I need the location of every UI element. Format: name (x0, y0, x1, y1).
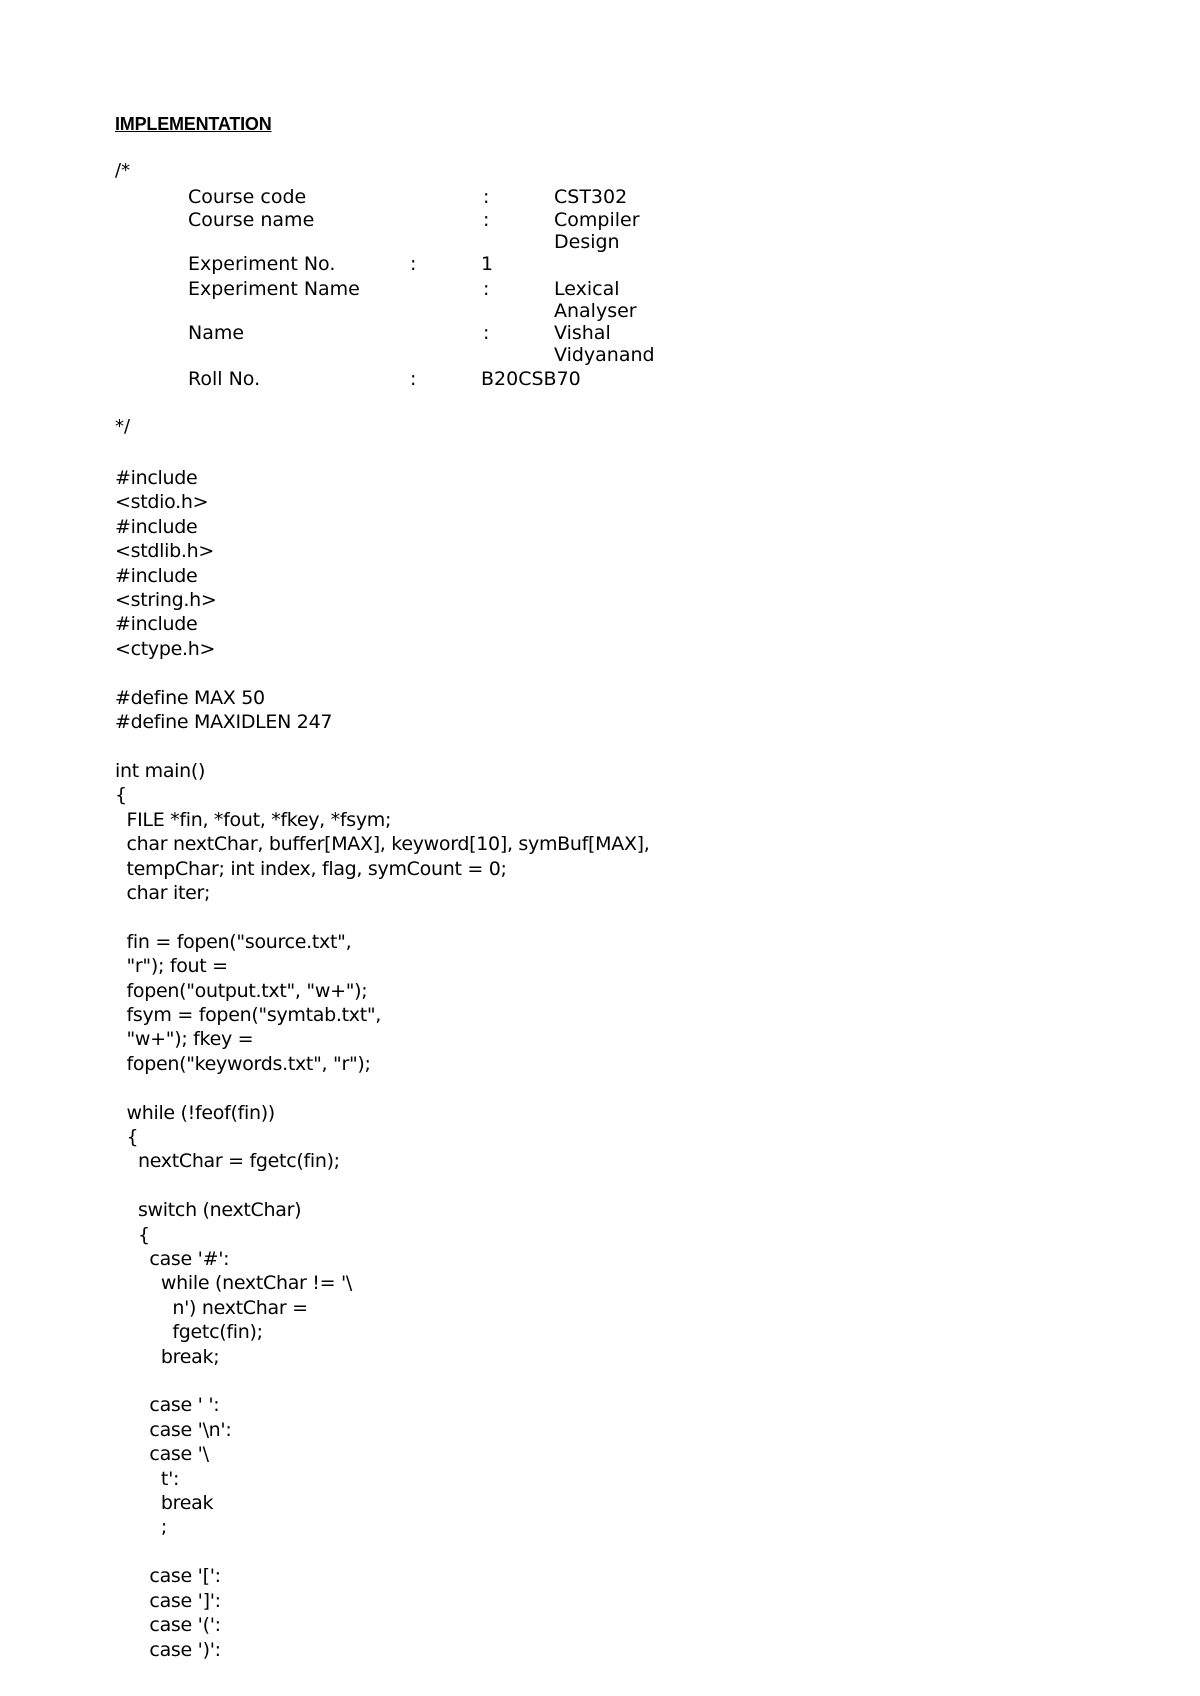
header-label: Roll No. (188, 368, 261, 390)
header-value: 1 (481, 253, 494, 275)
header-label: Experiment No. (188, 253, 336, 275)
header-colon: : (410, 368, 417, 390)
header-colon: : (410, 253, 417, 275)
header-value: Lexical Analyser (554, 278, 637, 322)
code-listing: #include <stdio.h> #include <stdlib.h> #include <string.h> #include <ctype.h> #define MAX 50 #define MAXIDLEN 247 int main() { FILE *fin, *fout, *fkey, *fsym; char nextChar, buffer[MAX], keyword[10], symBuf[MAX], tempChar; int index, flag, symCount = 0; char iter; fin = fopen("source.txt", "r"); fout = fopen("output.txt", "w+"); fsym = fopen("symtab.txt", "w+"); fkey = fopen("keywords.txt", "r"); while (!feof(fin)) { nextChar = fgetc(fin); switch (nextChar) { case '#': while (nextChar != '\ n') nextChar = fgetc(fin); break; case ' ': case '\n': case '\ t': break ; case '[': case ']': case '(': case ')': (115, 467, 650, 1661)
comment-close: */ (115, 416, 131, 437)
header-value: CST302 (554, 186, 628, 208)
header-label: Course code (188, 186, 307, 208)
header-value: Compiler Design (554, 209, 640, 253)
header-label: Experiment Name (188, 278, 360, 300)
header-colon: : (483, 322, 490, 344)
header-value: B20CSB70 (481, 368, 581, 390)
header-colon: : (483, 209, 490, 231)
header-label: Course name (188, 209, 315, 231)
header-value: Vishal Vidyanand (554, 322, 655, 366)
comment-open: /* (115, 160, 131, 181)
header-colon: : (483, 278, 490, 300)
section-title: IMPLEMENTATION (115, 114, 272, 134)
header-colon: : (483, 186, 490, 208)
header-label: Name (188, 322, 245, 344)
